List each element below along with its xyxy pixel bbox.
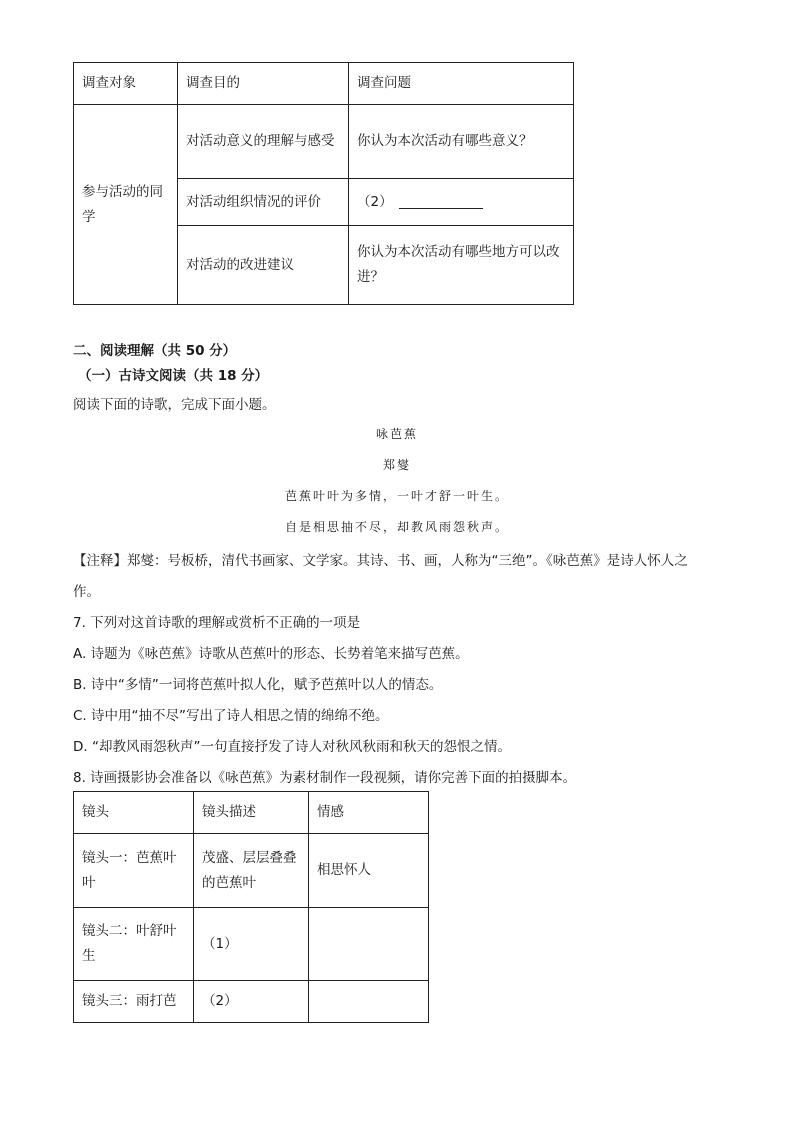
note-line: 作。 <box>73 584 100 600</box>
note-line: 【注释】郑燮：号板桥，清代书画家、文学家。其诗、书、画，人称为“三绝”。《咏芭蕉》是诗人怀人之 <box>73 553 688 569</box>
survey-header-purpose: 调查目的 <box>178 63 349 105</box>
poem-title: 咏芭蕉 <box>375 427 418 441</box>
script-table <box>73 791 429 1023</box>
poem-author: 郑燮 <box>382 458 411 472</box>
survey-purpose-cell: 对活动组织情况的评价 <box>178 179 349 226</box>
script-header-desc: 镜头描述 <box>194 792 309 834</box>
instruction-text: 阅读下面的诗歌，完成下面小题。 <box>73 397 276 413</box>
script-desc-cell: （1） <box>194 908 309 981</box>
script-shot-cell: 镜头一：芭蕉叶叶 <box>74 834 194 908</box>
question-7-option-c: C. 诗中用“抽不尽”写出了诗人相思之情的绵绵不绝。 <box>73 708 389 724</box>
survey-purpose-cell: 对活动的改进建议 <box>178 226 349 305</box>
survey-question-cell <box>349 179 574 226</box>
script-emotion-cell <box>309 981 429 1023</box>
script-emotion-cell <box>309 908 429 981</box>
script-desc-cell: 茂盛、层层叠叠的芭蕉叶 <box>194 834 309 908</box>
section-title: 二、阅读理解（共 50 分） <box>73 343 237 359</box>
script-header-shot: 镜头 <box>74 792 194 834</box>
script-shot-cell: 镜头三：雨打芭 <box>74 981 194 1023</box>
survey-header-question: 调查问题 <box>349 63 574 105</box>
script-header-emotion: 情感 <box>309 792 429 834</box>
survey-question-cell: 你认为本次活动有哪些意义？ <box>349 105 574 179</box>
survey-question-cell: 你认为本次活动有哪些地方可以改进？ <box>349 226 574 305</box>
survey-purpose-cell: 对活动意义的理解与感受 <box>178 105 349 179</box>
script-desc-cell: （2） <box>194 981 309 1023</box>
poem-line: 自是相思抽不尽，却教风雨怨秋声。 <box>284 520 509 534</box>
script-emotion-cell: 相思怀人 <box>309 834 429 908</box>
script-shot-cell: 镜头二：叶舒叶生 <box>74 908 194 981</box>
question-7-option-d: D. “却教风雨怨秋声”一句直接抒发了诗人对秋风秋雨和秋天的怨恨之情。 <box>73 739 511 755</box>
question-7-option-b: B. 诗中“多情”一词将芭蕉叶拟人化，赋予芭蕉叶以人的情态。 <box>73 677 443 693</box>
answer-blank <box>399 194 483 209</box>
survey-table <box>73 62 574 305</box>
subsection-title: （一）古诗文阅读（共 18 分） <box>78 368 269 384</box>
question-8-stem: 8. 诗画摄影协会准备以《咏芭蕉》为素材制作一段视频，请你完善下面的拍摄脚本。 <box>73 770 577 786</box>
survey-header-subject: 调查对象 <box>74 63 178 105</box>
survey-subject-cell: 参与活动的同学 <box>74 105 178 305</box>
question-7-option-a: A. 诗题为《咏芭蕉》诗歌从芭蕉叶的形态、长势着笔来描写芭蕉。 <box>73 646 469 662</box>
survey-question-number: （2） <box>357 193 393 210</box>
question-7-stem: 7. 下列对这首诗歌的理解或赏析不正确的一项是 <box>73 615 361 631</box>
poem-line: 芭蕉叶叶为多情，一叶才舒一叶生。 <box>284 489 509 503</box>
